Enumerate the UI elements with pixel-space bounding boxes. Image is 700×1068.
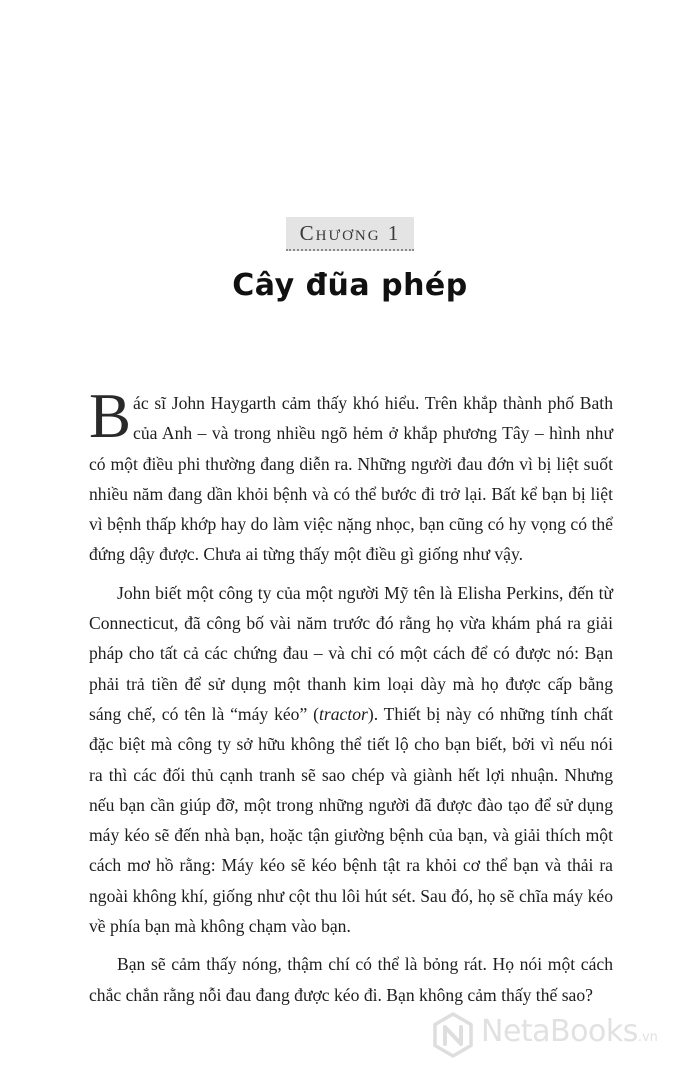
paragraph-1 (89, 381, 613, 570)
paragraph-2 (89, 578, 613, 942)
watermark-suffix: .vn (637, 1030, 658, 1045)
netabooks-logo-icon (429, 1011, 477, 1059)
paragraph-1-text: ác sĩ John Haygarth cảm thấy khó hiểu. Trên khắp thành phố Bath của Anh – và trong nhiều ngõ hẻm ở khắp phương Tây – hình như có một điều phi thường đang diễn ra. Những người đau đớn vì bị liệt suốt nhiều năm đang dần khỏi bệnh và có thể bước đi trở lại. Bất kể bạn bị liệt vì bệnh thấp khớp hay do làm việc nặng nhọc, bạn cũng có hy vọng có thể đứng dậy được. Chưa ai từng thấy một điều gì giống như vậy. (89, 393, 613, 565)
paragraph-3-text: Bạn sẽ cảm thấy nóng, thậm chí có thể là bỏng rát. Họ nói một cách chắc chắn rằng nỗi đau đang được kéo đi. Bạn không cảm thấy thế sao? (89, 954, 613, 1005)
watermark-brand: NetaBooks (481, 1014, 638, 1049)
chapter-body (89, 381, 613, 1018)
watermark-text (481, 1014, 658, 1049)
netabooks-watermark (425, 1008, 700, 1062)
paragraph-2-text-before: John biết một công ty của một người Mỹ tên là Elisha Perkins, đến từ Connecticut, đã công bố vài năm trước đó rằng họ vừa khám phá ra giải pháp cho tất cả các chứng đau – và chỉ có một cách để có được nó: Bạn phải trả tiền để sử dụng một thanh kim loại dày mà họ được cấp bằng sáng chế, có tên là “máy kéo” ( (89, 582, 613, 724)
paragraph-3 (89, 949, 613, 1010)
paragraph-2-text-after: ). Thiết bị này có những tính chất đặc biệt mà công ty sở hữu không thể tiết lộ cho bạn biết, bởi vì nếu nói ra thì các đối thủ cạnh tranh sẽ sao chép và giành hết lợi nhuận. Nhưng nếu bạn cần giúp đỡ, một trong những người đã được đào tạo để sử dụng máy kéo sẽ đến nhà bạn, hoặc tận giường bệnh của bạn, và giải thích một cách mơ hồ rằng: Máy kéo sẽ kéo bệnh tật ra khỏi cơ thể bạn và thải ra ngoài không khí, giống như cột thu lôi hút sét. Sau đó, họ sẽ chĩa máy kéo về phía bạn mà không chạm vào bạn. (89, 703, 613, 937)
chapter-label: Chương 1 (286, 217, 415, 251)
drop-cap: B (89, 381, 132, 451)
chapter-heading (0, 217, 700, 251)
paragraph-2-italic-term: tractor (319, 703, 368, 724)
chapter-title: Cây đũa phép (232, 268, 468, 303)
